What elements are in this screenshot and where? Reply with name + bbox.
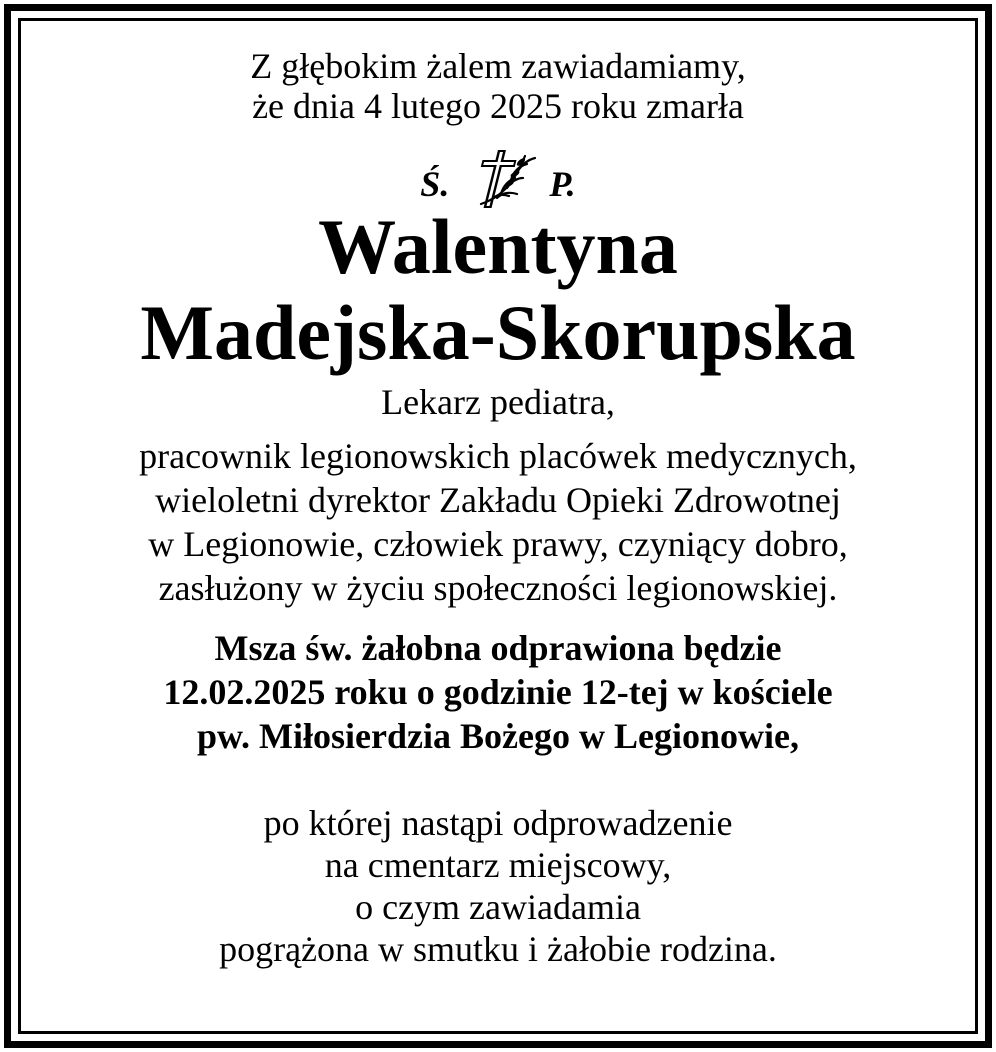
closing-text	[22, 802, 974, 970]
biography	[22, 434, 974, 610]
bio-line: wieloletni dyrektor Zakładu Opieki Zdrowotnej	[155, 480, 841, 520]
profession: Lekarz pediatra,	[381, 382, 615, 422]
deceased-name	[22, 204, 974, 376]
intro-line: Z głębokim żalem zawiadamiamy,	[250, 46, 746, 86]
closing-line: o czym zawiadamia	[355, 887, 641, 927]
closing-line: na cmentarz miejscowy,	[324, 845, 672, 885]
first-name: Walentyna	[318, 203, 678, 290]
mass-line: 12.02.2025 roku o godzinie 12-tej w kościele	[163, 672, 833, 712]
sp-left-letter: Ś.	[420, 164, 450, 204]
cross-with-palm-icon	[451, 148, 547, 208]
closing-line: po której nastąpi odprowadzenie	[263, 803, 733, 843]
intro-line: że dnia 4 lutego 2025 roku zmarła	[252, 86, 744, 126]
obituary-notice	[22, 22, 974, 970]
funeral-mass-info	[22, 626, 974, 758]
bio-line: pracownik legionowskich placówek medycznych,	[139, 436, 857, 476]
bio-line: zasłużony w życiu społeczności legionowskiej.	[158, 568, 838, 608]
bio-line: w Legionowie, człowiek prawy, czyniący dobro,	[148, 524, 848, 564]
sp-emblem-row	[22, 146, 974, 210]
mass-line: Msza św. żałobna odprawiona będzie	[214, 628, 782, 668]
last-name: Madejska-Skorupska	[140, 289, 856, 376]
intro-text	[22, 46, 974, 126]
sp-right-letter: P.	[549, 164, 576, 204]
mass-line: pw. Miłosierdzia Bożego w Legionowie,	[197, 716, 799, 756]
closing-line: pogrążona w smutku i żałobie rodzina.	[219, 929, 777, 969]
